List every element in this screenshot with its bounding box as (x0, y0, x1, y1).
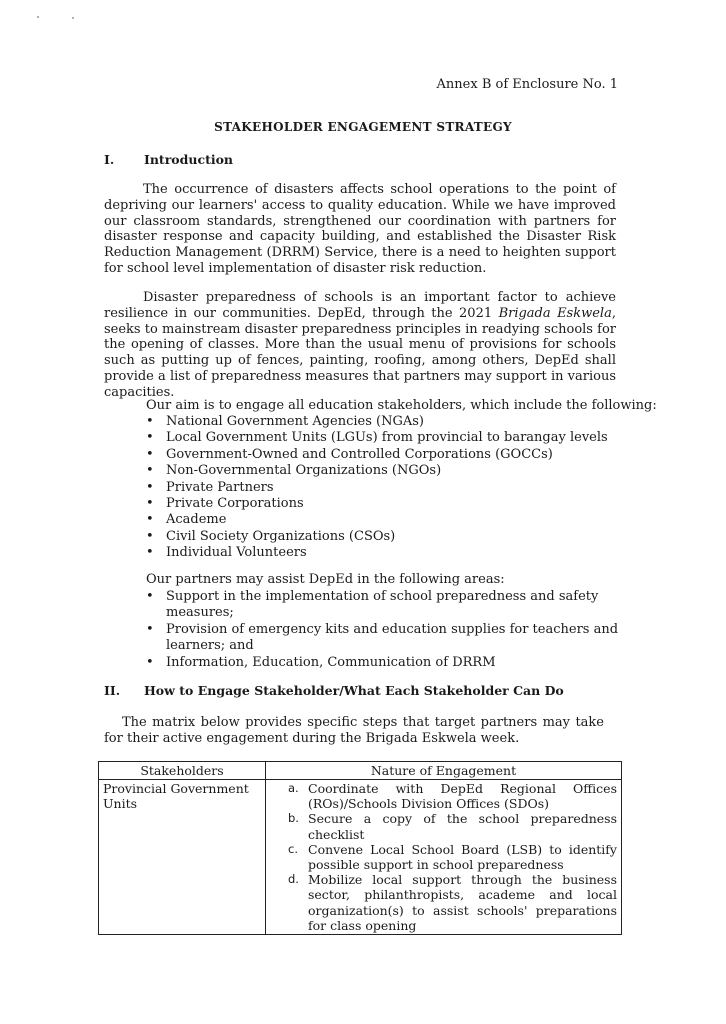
section-1-title: Introduction (144, 152, 234, 167)
engagement-step (270, 811, 617, 841)
table-row (99, 780, 622, 935)
page-title: STAKEHOLDER ENGAGEMENT STRATEGY (214, 120, 512, 134)
intro-paragraph-1 (104, 182, 616, 277)
brigada-eskwela-emphasis: Brigada Eskwela (498, 305, 612, 321)
stakeholder-item: • Private Partners (146, 480, 626, 496)
step-text: Mobilize local support through the business sector, philanthropists, academe and local organization(s) to assist schools' preparations for class opening (308, 872, 617, 933)
engagement-cell (266, 780, 622, 935)
area-item: • Support in the implementation of school preparedness and safety measures; (146, 589, 626, 622)
stakeholder-item: • National Government Agencies (NGAs) (146, 414, 626, 430)
matrix-header-row (99, 762, 622, 780)
matrix-intro-paragraph: The matrix below provides specific steps that target partners may take for their active engagement during the Brigada Eskwela week. (104, 715, 604, 746)
stakeholder-item: • Academe (146, 512, 626, 528)
areas-list (146, 589, 626, 671)
aim-intro: Our aim is to engage all education stakeholders, which include the following: (146, 398, 657, 413)
stakeholder-item: • Local Government Units (LGUs) from provincial to barangay levels (146, 430, 626, 446)
matrix-header-engagement: Nature of Engagement (266, 762, 622, 780)
matrix-body (99, 780, 622, 935)
stakeholder-item: • Government-Owned and Controlled Corporations (GOCCs) (146, 447, 626, 463)
annex-label: Annex B of Enclosure No. 1 (436, 77, 618, 92)
engagement-step (270, 872, 617, 933)
engagement-step (270, 842, 617, 872)
step-letter: a. (288, 781, 299, 795)
step-letter: b. (288, 811, 299, 826)
step-letter: c. (288, 841, 298, 856)
section-2-heading (104, 683, 564, 698)
section-2-number: II. (104, 683, 121, 698)
stakeholder-cell: Provincial Government Units (99, 780, 266, 935)
scan-speck (72, 17, 74, 19)
section-2-title: How to Engage Stakeholder/What Each Stakeholder Can Do (144, 683, 564, 698)
stakeholder-item: • Civil Society Organizations (CSOs) (146, 529, 626, 545)
engagement-matrix (98, 761, 622, 935)
area-item: • Provision of emergency kits and education supplies for teachers and learners; and (146, 622, 626, 655)
areas-intro: Our partners may assist DepEd in the following areas: (146, 572, 505, 587)
intro-paragraph-2-text-a: Disaster preparedness of schools is an important factor to achieve resilience in our communities. DepEd, through the 2021 (104, 290, 616, 321)
step-text: Secure a copy of the school preparedness checklist (308, 811, 617, 842)
stakeholder-item: • Non-Governmental Organizations (NGOs) (146, 463, 626, 479)
stakeholder-item: • Private Corporations (146, 496, 626, 512)
intro-paragraph-2 (104, 290, 616, 401)
engagement-step (270, 781, 617, 811)
step-letter: d. (288, 872, 299, 887)
intro-paragraph-1-text: The occurrence of disasters affects school operations to the point of depriving our learners' access to quality education. While we have improved our classroom standards, strengthened our coordination with partners for disaster response and capacity building, and established the Disaster Risk Reduction Management (DRRM) Service, there is a need to heighten support for school level implementation of disaster risk reduction. (104, 182, 616, 276)
engagement-steps (270, 781, 617, 933)
stakeholder-list (146, 414, 626, 562)
section-1-number: I. (104, 152, 115, 167)
step-text: Coordinate with DepEd Regional Offices (ROs)/Schools Division Offices (SDOs) (308, 781, 617, 812)
intro-paragraph-2-text-b: , seeks to mainstream disaster preparedness principles in readying schools for the opening of classes. More than the usual menu of provisions for schools such as putting up of fences, painting, roofing, among others, DepEd shall provide a list of preparedness measures that partners may support in various capacities. (104, 305, 616, 400)
stakeholder-item: • Individual Volunteers (146, 545, 626, 561)
matrix-header-stakeholders: Stakeholders (99, 762, 266, 780)
area-item: • Information, Education, Communication of DRRM (146, 655, 626, 671)
section-1-heading (104, 152, 233, 167)
step-text: Convene Local School Board (LSB) to identify possible support in school preparedness (308, 841, 617, 873)
scan-speck (37, 16, 39, 18)
